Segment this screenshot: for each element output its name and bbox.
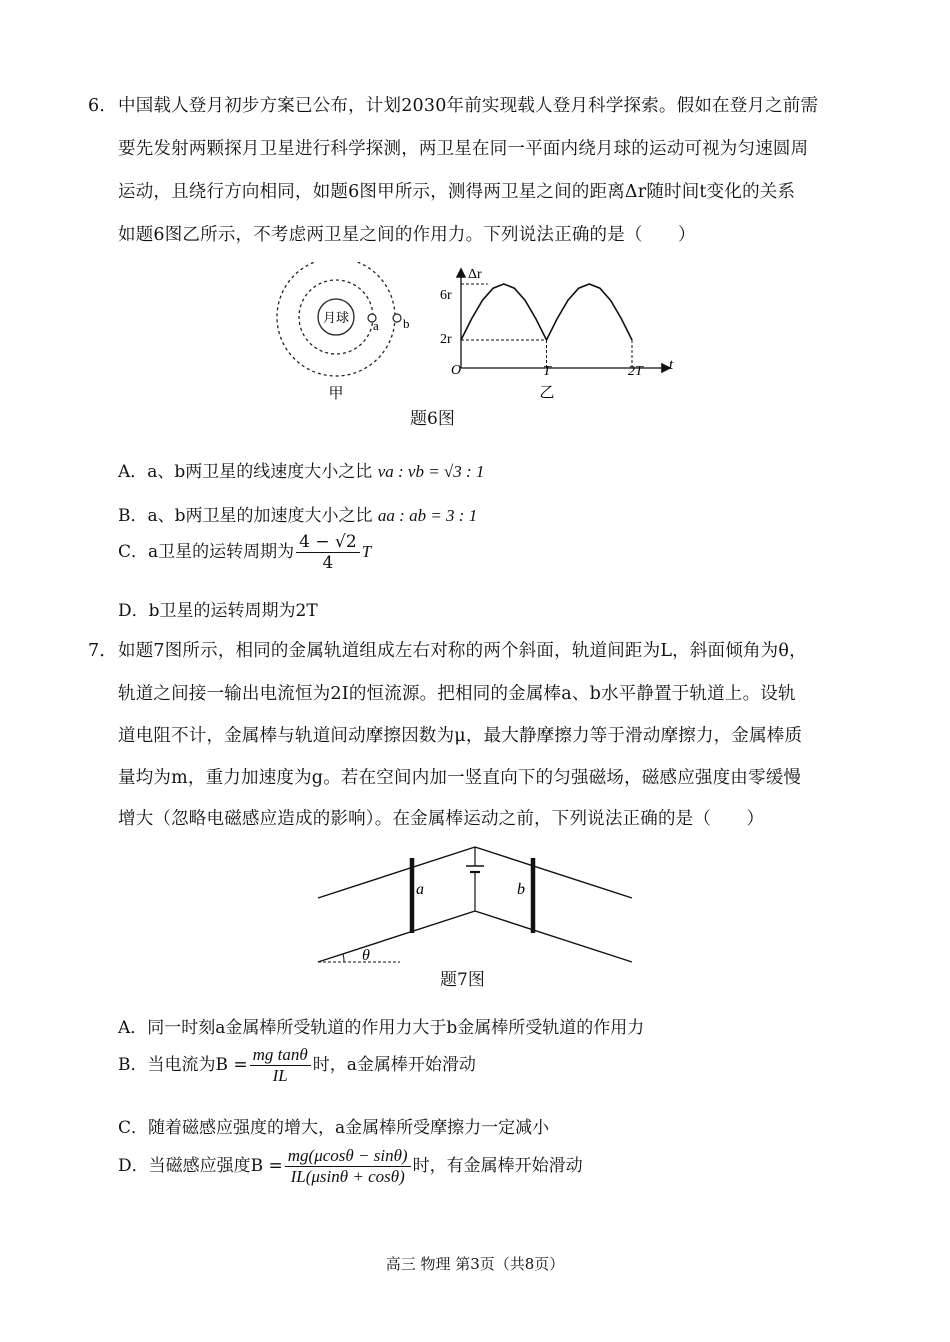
q7-line-4: 量均为m，重力加速度为g。若在空间内加一竖直向下的匀强磁场，磁感应强度由零缓慢 (118, 768, 802, 788)
q7-line-2: 轨道之间接一输出电流恒为2I的恒流源。把相同的金属棒a、b水平静置于轨道上。设轨 (118, 684, 796, 704)
satellite-b-label: b (403, 316, 410, 331)
q6-option-c-suffix: T (361, 542, 372, 561)
q7-option-d-text: D．当磁感应强度B = (118, 1156, 283, 1176)
q6-text-1: 中国载人登月初步方案已公布，计划2030年前实现载人登月科学探索。假如在登月之前需 (118, 96, 819, 116)
q6-option-c-denominator: 4 (322, 553, 334, 573)
q6-line-2: 要先发射两颗探月卫星进行科学探测，两卫星在同一平面内绕月球的运动可视为匀速圆周 (118, 139, 809, 159)
q6-option-c-text: C．a卫星的运转周期为 (118, 542, 295, 562)
y-tick-6r: 6r (440, 288, 452, 303)
right-figure-caption: 乙 (539, 385, 555, 401)
q7-option-d-numerator: mg(μcosθ − sinθ) (285, 1146, 411, 1167)
q7-option-b-fraction (250, 1045, 311, 1086)
satellite-a-label: a (373, 318, 379, 333)
q6-orbit-figure (270, 262, 420, 402)
page-footer: 高三 物理 第3页（共8页） (385, 1255, 565, 1273)
moon-label: 月球 (322, 310, 350, 325)
q7-line-5: 增大（忽略电磁感应造成的影响）。在金属棒运动之前，下列说法正确的是（ ） (118, 809, 765, 829)
q6-option-b-formula: aa : ab = 3 : 1 (377, 506, 478, 525)
q6-option-d: D．b卫星的运转周期为2T (118, 601, 318, 621)
q7-option-b-numerator: mg tanθ (250, 1045, 311, 1066)
q6-line-3: 运动，且绕行方向相同，如题6图甲所示，测得两卫星之间的距离Δr随时间t变化的关系 (118, 182, 796, 202)
x-axis-label: t (669, 357, 674, 373)
q7-option-b-suffix: 时，a金属棒开始滑动 (312, 1055, 476, 1075)
q7-line-1 (88, 640, 807, 662)
q6-line-1 (88, 95, 818, 117)
q7-option-b-denominator: IL (272, 1066, 288, 1085)
lower-rail-right (475, 911, 632, 962)
q7-option-b-text: B．当电流为B = (118, 1055, 248, 1075)
q6-option-b (118, 501, 477, 526)
q6-number: 6． (88, 96, 118, 116)
q6-option-c-numerator: 4 − √2 (296, 532, 360, 553)
figure-6-caption: 题6图 (410, 409, 455, 429)
q6-graph-figure (437, 262, 687, 402)
q7-option-d-fraction (285, 1146, 411, 1187)
x-tick-2T: 2T (628, 364, 643, 379)
q7-option-b (118, 1045, 476, 1086)
y-axis-label: Δr (468, 267, 482, 282)
q7-number: 7． (88, 641, 118, 661)
q7-option-d (118, 1146, 583, 1187)
q7-line-3: 道电阻不计，金属棒与轨道间动摩擦因数为μ，最大静摩擦力等于滑动摩擦力，金属棒质 (118, 726, 803, 746)
q7-rail-figure (310, 838, 640, 968)
figure-7-caption: 题7图 (440, 970, 485, 990)
q7-option-d-suffix: 时，有金属棒开始滑动 (412, 1156, 583, 1176)
satellite-b (393, 314, 401, 322)
rod-a-label: a (416, 881, 424, 898)
q6-option-c-fraction (296, 532, 360, 573)
q7-option-a: A．同一时刻a金属棒所受轨道的作用力大于b金属棒所受轨道的作用力 (118, 1018, 645, 1038)
series-delta-r-line (461, 284, 632, 340)
q6-option-a-formula: va : vb = √3 : 1 (377, 462, 485, 481)
q6-option-a-text: A．a、b两卫星的线速度大小之比 (118, 462, 373, 482)
upper-rail-left (318, 847, 475, 898)
left-figure-caption: 甲 (328, 386, 344, 402)
q7-option-c: C．随着磁感应强度的增大，a金属棒所受摩擦力一定减小 (118, 1118, 550, 1138)
lower-rail-left (318, 911, 475, 962)
origin-label: O (451, 363, 462, 378)
rod-b-label: b (517, 881, 525, 898)
q6-line-4: 如题6图乙所示，不考虑两卫星之间的作用力。下列说法正确的是（ ） (118, 225, 696, 245)
angle-label: θ (362, 947, 370, 964)
q6-option-a (118, 457, 484, 482)
q7-option-d-denominator: IL(μsinθ + cosθ) (290, 1167, 405, 1186)
angle-arc (343, 954, 344, 962)
upper-rail-right (475, 847, 632, 898)
q6-option-b-text: B．a、b两卫星的加速度大小之比 (118, 506, 373, 526)
q7-text-1: 如题7图所示，相同的金属轨道组成左右对称的两个斜面，轨道间距为L，斜面倾角为θ， (118, 641, 807, 661)
q6-option-c (118, 532, 371, 573)
x-tick-T: T (543, 364, 551, 379)
y-tick-2r: 2r (440, 332, 452, 347)
